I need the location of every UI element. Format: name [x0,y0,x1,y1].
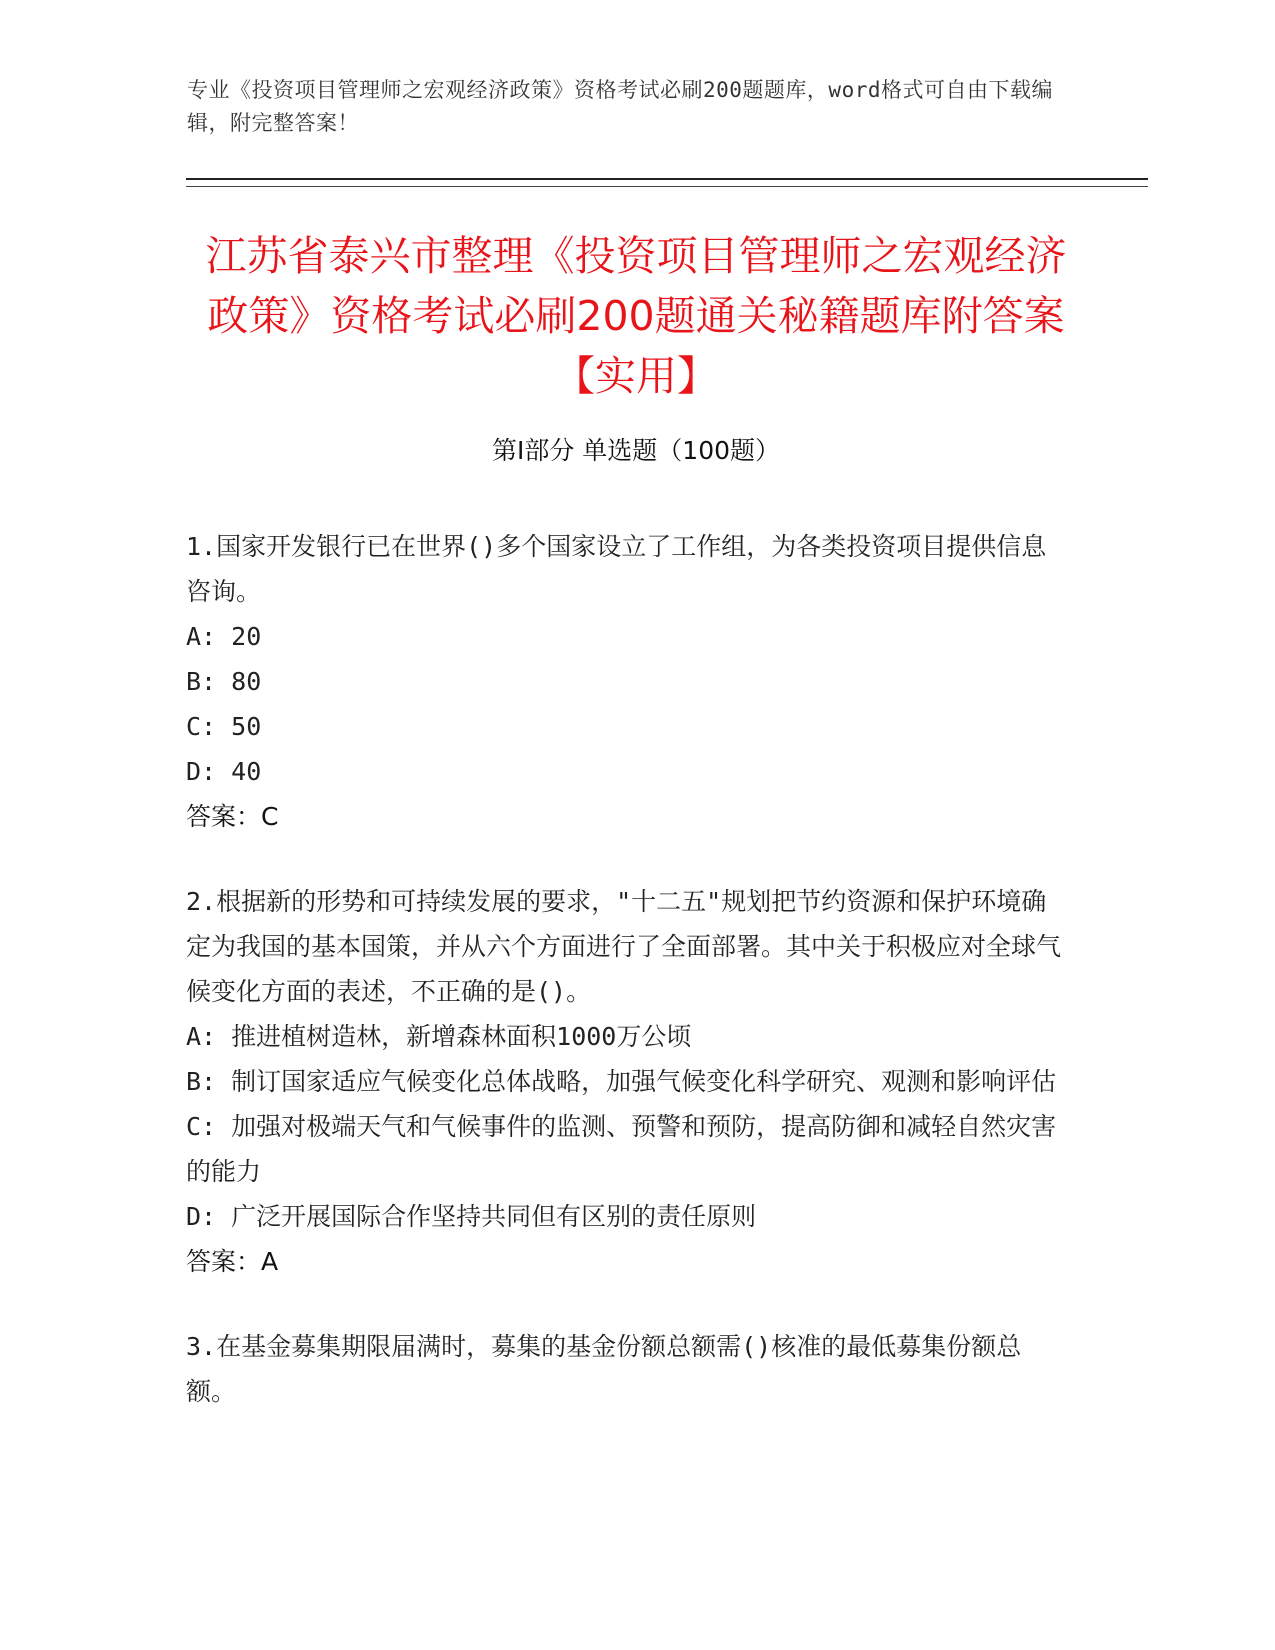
option-c: C: 50 [186,712,262,741]
header-divider-thick [186,178,1148,180]
option-a: A: 推进植树造林，新增森林面积1000万公顷 [186,1022,692,1051]
option-d: D: 40 [186,757,262,786]
option-b: B: 制订国家适应气候变化总体战略，加强气候变化科学研究、观测和影响评估 [186,1067,1057,1096]
question-2 [186,879,1066,1284]
question-stem: 2.根据新的形势和可持续发展的要求，"十二五"规划把节约资源和保护环境确定为我国的基本国策，并从六个方面进行了全面部署。其中关于积极应对全球气候变化方面的表述，不正确的是()。 [186,887,1062,1006]
section-heading: 第Ⅰ部分 单选题（100题） [491,436,781,465]
question-list [186,524,1066,1454]
option-a: A: 20 [186,622,262,651]
question-1 [186,524,1066,839]
header-divider-thin [186,186,1148,187]
question-stem: 3.在基金募集期限届满时，募集的基金份额总额需()核准的最低募集份额总额。 [186,1332,1022,1406]
option-c: C: 加强对极端天气和气候事件的监测、预警和预防，提高防御和减轻自然灾害的能力 [186,1112,1057,1186]
option-d: D: 广泛开展国际合作坚持共同但有区别的责任原则 [186,1202,757,1231]
answer: 答案：C [186,802,279,831]
header-note: 专业《投资项目管理师之宏观经济政策》资格考试必刷200题题库，word格式可自由下载编辑，附完整答案！ [187,78,1053,135]
answer: 答案：A [186,1247,279,1276]
option-b: B: 80 [186,667,262,696]
question-stem: 1.国家开发银行已在世界()多个国家设立了工作组，为各类投资项目提供信息咨询。 [186,532,1047,606]
question-3 [186,1324,1066,1414]
document-title: 江苏省泰兴市整理《投资项目管理师之宏观经济政策》资格考试必刷200题通关秘籍题库附答案【实用】 [205,232,1067,400]
